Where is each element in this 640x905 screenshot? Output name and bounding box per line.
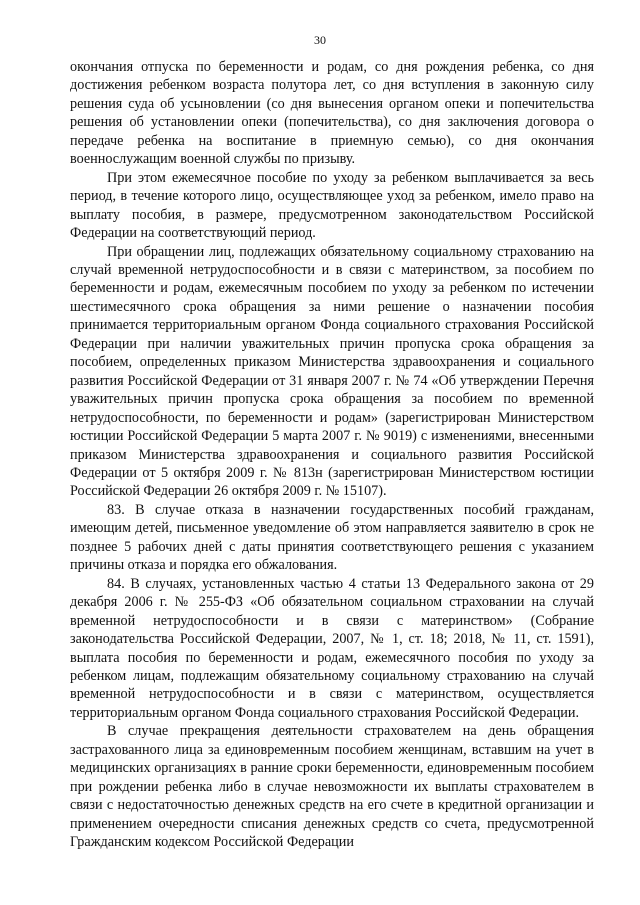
paragraph-termination: В случае прекращения деятельности страхователем на день обращения застрахованного лица за единовременным пособием женщинам, вставшим на учет в медицинских организациях в ранние сроки беременности, единовременным пособием при рождении ребенка либо в случае невозможности их выплаты страхователем в связи с недостаточностью денежных средств на его счете в кредитной организации и применением очередности списания денежных средств со счета, предусмотренной Гражданским кодексом Российской Федерации [70,723,594,851]
paragraph-application-deadline: При обращении лиц, подлежащих обязательному социальному страхованию на случай временной нетрудоспособности и в связи с материнством, за пособием по беременности и родам, ежемесячным пособием по уходу за ребенком по истечении шестимесячного срока обращения за ними решение о назначении пособия принимается территориальным органом Фонда социального страхования Российской Федерации при наличии уважительных причин пропуска срока обращения за пособием, определенных приказом Министерства здравоохранения и социального развития Российской Федерации от 31 января 2007 г. № 74 «Об утверждении Перечня уважительных причин пропуска срока обращения за пособием по временной нетрудоспособности, по беременности и родам» (зарегистрирован Министерством юстиции Российской Федерации 5 марта 2007 г. № 9019) с изменениями, внесенными приказом Министерства здравоохранения и социального развития Российской Федерации от 5 октября 2009 г. № 813н (зарегистрирован Министерством юстиции Российской Федерации 26 октября 2009 г. № 15107). [70,243,594,500]
page-number: 30 [314,33,326,47]
paragraph-continuation: окончания отпуска по беременности и родам, со дня рождения ребенка, со дня достижения ребенком возраста полутора лет, со дня вступления в законную силу решения суда об усыновлении (со дня вынесения органом опеки и попечительства решения об установлении опеки (попечительства), со дня заключения договора о передаче ребенка на воспитание в приемную семью), со дня окончания военнослужащим военной службы по призыву. [70,59,594,168]
paragraph-monthly-allowance: При этом ежемесячное пособие по уходу за ребенком выплачивается за весь период, в течение которого лицо, осуществляющее уход за ребенком, имело право на выплату пособия, в размере, предусмотренном законодательством Российской Федерации на соответствующий период. [70,169,594,242]
paragraph-83: 83. В случае отказа в назначении государственных пособий гражданам, имеющим детей, письменное уведомление об этом направляется заявителю в срок не позднее 5 рабочих дней с даты принятия соответствующего решения с указанием причины отказа и порядка его обжалования. [70,501,594,574]
document-body [70,58,594,851]
paragraph-84: 84. В случаях, установленных частью 4 статьи 13 Федерального закона от 29 декабря 2006 г. № 255-ФЗ «Об обязательном социальном страховании на случай временной нетрудоспособности и в связи с материнством» (Собрание законодательства Российской Федерации, 2007, № 1, ст. 18; 2018, № 11, ст. 1591), выплата пособия по беременности и родам, ежемесячного пособия по уходу за ребенком лицам, подлежащим обязательному социальному страхованию на случай временной нетрудоспособности и в связи с материнством, осуществляется территориальным органом Фонда социального страхования Российской Федерации. [70,575,594,721]
